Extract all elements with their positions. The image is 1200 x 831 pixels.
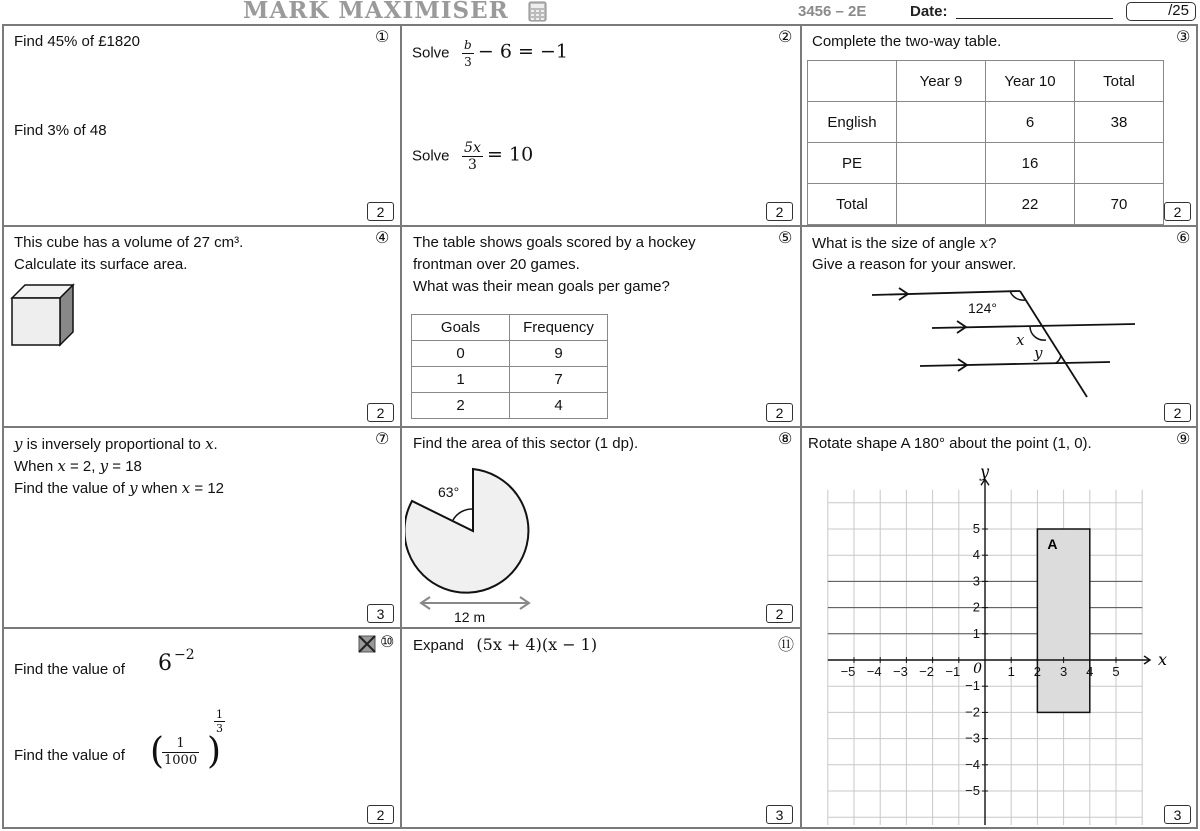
q6-line2: Give a reason for your answer. bbox=[812, 256, 1017, 273]
q9-number: ⑨ bbox=[1176, 429, 1191, 448]
q7-text: When bbox=[14, 458, 58, 475]
q7-var-x: x bbox=[181, 479, 191, 497]
table-row bbox=[412, 393, 608, 419]
q6-line1-text: What is the size of angle bbox=[812, 235, 980, 252]
q10-exp-fraction bbox=[214, 708, 225, 735]
q4-marks: 2 bbox=[367, 403, 394, 422]
q10-line2: Find the value of bbox=[14, 747, 125, 764]
q7-text: Find the value of bbox=[14, 480, 130, 497]
q7-var-y: y bbox=[129, 479, 138, 497]
origin-label: 0 bbox=[973, 661, 982, 677]
table-cell: 1 bbox=[412, 367, 510, 393]
q2-marks: 2 bbox=[766, 202, 793, 221]
q8-number: ⑧ bbox=[778, 429, 793, 448]
q6-number: ⑥ bbox=[1176, 228, 1191, 247]
q4-number: ④ bbox=[375, 228, 390, 247]
table-answer-cell[interactable] bbox=[897, 102, 986, 143]
brand-title: MARK MAXIMISER bbox=[243, 0, 509, 24]
x-tick-label: −3 bbox=[892, 664, 908, 679]
date-field[interactable] bbox=[956, 18, 1113, 19]
q6-line1-var: x bbox=[979, 234, 989, 252]
table-cell: 0 bbox=[412, 341, 510, 367]
q8-length-label: 12 m bbox=[454, 609, 486, 625]
x-tick-label: −5 bbox=[840, 664, 856, 679]
table-cell: Frequency bbox=[510, 315, 608, 341]
q7-text: = 2, bbox=[65, 458, 100, 475]
q4-line2: Calculate its surface area. bbox=[14, 256, 188, 273]
q1-line1: Find 45% of £1820 bbox=[14, 33, 140, 50]
q3-marks: 2 bbox=[1164, 202, 1191, 221]
table-answer-cell[interactable] bbox=[897, 184, 986, 225]
q10-number: ⑩ bbox=[380, 632, 395, 651]
table-cell: Total bbox=[1075, 61, 1164, 102]
header bbox=[0, 0, 1200, 24]
q2-equation-2 bbox=[412, 140, 533, 173]
table-row bbox=[808, 61, 1164, 102]
q5-marks: 2 bbox=[766, 403, 793, 422]
q1-line2: Find 3% of 48 bbox=[14, 122, 107, 139]
table-cell: Year 10 bbox=[986, 61, 1075, 102]
two-way-table bbox=[807, 60, 1164, 225]
table-cell: 70 bbox=[1075, 184, 1164, 225]
q2-solve-label: Solve bbox=[412, 44, 450, 62]
x-axis-label: x bbox=[1158, 650, 1168, 669]
q11-number: ⑪ bbox=[778, 635, 795, 654]
x-tick-label: −4 bbox=[866, 664, 882, 679]
q2-eq1-numerator: b bbox=[464, 38, 472, 52]
table-row bbox=[808, 184, 1164, 225]
table-cell: 38 bbox=[1075, 102, 1164, 143]
q1-number: ① bbox=[375, 27, 390, 46]
q10-exp-numerator: 1 bbox=[216, 708, 223, 721]
q6-line1 bbox=[812, 232, 996, 255]
table-cell: 22 bbox=[986, 184, 1075, 225]
q7-text: when bbox=[137, 480, 182, 497]
q5-line3: What was their mean goals per game? bbox=[413, 278, 670, 295]
divider bbox=[2, 426, 1198, 428]
y-tick-label: −3 bbox=[965, 730, 980, 746]
q8-marks: 2 bbox=[766, 604, 793, 623]
coordinate-grid[interactable] bbox=[805, 460, 1185, 825]
no-calculator-icon bbox=[357, 635, 377, 653]
q7-line1 bbox=[14, 433, 218, 456]
table-row bbox=[808, 143, 1164, 184]
table-row bbox=[412, 315, 608, 341]
q2-eq2-denominator: 3 bbox=[467, 157, 477, 173]
q10-exponent: −2 bbox=[174, 647, 195, 663]
table-cell: 6 bbox=[986, 102, 1075, 143]
q7-text: = 18 bbox=[108, 458, 142, 475]
table-answer-cell[interactable] bbox=[897, 143, 986, 184]
y-tick-label: 1 bbox=[972, 625, 980, 641]
x-tick-label: 5 bbox=[1112, 664, 1120, 679]
q10-base: 6 bbox=[158, 651, 172, 676]
date-label: Date: bbox=[910, 3, 948, 20]
shape-a-label: A bbox=[1047, 536, 1058, 552]
q10-marks: 2 bbox=[367, 805, 394, 824]
table-row bbox=[412, 341, 608, 367]
table-cell bbox=[808, 61, 897, 102]
y-tick-label: 3 bbox=[972, 573, 980, 589]
q9-prompt: Rotate shape A 180° about the point (1, 0). bbox=[808, 435, 1092, 452]
q10-frac-denominator: 1000 bbox=[164, 753, 198, 768]
q5-number: ⑤ bbox=[778, 228, 793, 247]
y-tick-label: −1 bbox=[965, 678, 980, 694]
table-cell: Goals bbox=[412, 315, 510, 341]
q3-number: ③ bbox=[1176, 27, 1191, 46]
x-tick-label: 2 bbox=[1033, 664, 1042, 679]
x-tick-label: −2 bbox=[919, 664, 935, 679]
table-cell: 9 bbox=[510, 341, 608, 367]
sector-diagram bbox=[405, 465, 545, 625]
table-answer-cell[interactable] bbox=[1075, 143, 1164, 184]
y-tick-label: −4 bbox=[965, 756, 980, 772]
y-tick-label: 4 bbox=[972, 547, 980, 563]
q7-var-y: y bbox=[99, 457, 109, 475]
table-row bbox=[412, 367, 608, 393]
y-tick-label: −5 bbox=[965, 783, 980, 798]
divider bbox=[2, 627, 800, 629]
x-tick-label: 4 bbox=[1086, 664, 1094, 679]
parallel-lines-diagram bbox=[862, 280, 1142, 405]
calculator-icon bbox=[528, 1, 547, 22]
q10-paren-close: ) bbox=[207, 731, 222, 772]
q2-eq2-rest: = 10 bbox=[487, 143, 534, 166]
q2-eq1-denominator: 3 bbox=[464, 55, 472, 69]
q11-expression: (5x + 4)(x − 1) bbox=[476, 635, 598, 654]
y-axis-label: y bbox=[980, 462, 990, 482]
table-cell: Year 9 bbox=[897, 61, 986, 102]
q7-var-x: x bbox=[57, 457, 66, 475]
q7-var-x: x bbox=[205, 435, 214, 453]
table-cell: English bbox=[808, 102, 897, 143]
table-cell: 4 bbox=[510, 393, 608, 419]
q7-line2 bbox=[14, 455, 142, 478]
q7-marks: 3 bbox=[367, 604, 394, 623]
table-cell: 16 bbox=[986, 143, 1075, 184]
divider bbox=[2, 225, 1198, 227]
q10-paren-open: ( bbox=[150, 731, 165, 772]
worksheet-code: 3456 – 2E bbox=[798, 3, 867, 20]
q7-var-y: y bbox=[14, 435, 23, 453]
table-cell: PE bbox=[808, 143, 897, 184]
q7-end: . bbox=[213, 436, 218, 453]
table-cell: 2 bbox=[412, 393, 510, 419]
q10-line1: Find the value of bbox=[14, 661, 125, 678]
y-tick-label: 5 bbox=[972, 521, 980, 536]
q1-marks: 2 bbox=[367, 202, 394, 221]
q11-prompt: Expand bbox=[413, 637, 464, 654]
q10-exp-denominator: 3 bbox=[216, 722, 223, 735]
x-tick-label: 1 bbox=[1007, 664, 1015, 679]
x-tick-label: 3 bbox=[1059, 664, 1068, 679]
y-tick-label: 2 bbox=[972, 599, 980, 615]
q8-prompt: Find the area of this sector (1 dp). bbox=[413, 435, 639, 452]
shape-a bbox=[1037, 529, 1089, 712]
q7-number: ⑦ bbox=[375, 429, 390, 448]
table-cell: Total bbox=[808, 184, 897, 225]
q11-line bbox=[413, 634, 597, 657]
q6-x-label: x bbox=[1016, 331, 1025, 349]
table-row bbox=[808, 102, 1164, 143]
q2-equation-1 bbox=[412, 37, 568, 70]
q5-line1: The table shows goals scored by a hockey bbox=[413, 234, 696, 251]
q7-text: is inversely proportional to bbox=[22, 436, 206, 453]
q10-frac-numerator: 1 bbox=[162, 736, 199, 753]
q5-line2: frontman over 20 games. bbox=[413, 256, 580, 273]
q2-solve-label-2: Solve bbox=[412, 147, 450, 165]
score-box[interactable]: /25 bbox=[1126, 2, 1196, 21]
q6-angle-label: 124° bbox=[968, 300, 997, 316]
goals-frequency-table bbox=[411, 314, 608, 419]
q8-angle-label: 63° bbox=[438, 484, 460, 500]
q11-marks: 3 bbox=[766, 805, 793, 824]
q9-marks: 3 bbox=[1164, 805, 1191, 824]
cube-diagram bbox=[10, 282, 76, 348]
q4-line1: This cube has a volume of 27 cm³. bbox=[14, 234, 244, 251]
q7-line3 bbox=[14, 477, 224, 500]
x-tick-label: −1 bbox=[945, 664, 961, 679]
q6-y-label: y bbox=[1034, 344, 1043, 362]
q6-marks: 2 bbox=[1164, 403, 1191, 422]
q3-prompt: Complete the two-way table. bbox=[812, 33, 1002, 50]
table-cell: 7 bbox=[510, 367, 608, 393]
q6-line1-end: ? bbox=[988, 235, 997, 252]
q7-text: = 12 bbox=[190, 480, 225, 497]
q10-fraction bbox=[162, 736, 199, 769]
y-tick-label: −2 bbox=[965, 704, 980, 720]
q2-eq1-rest: − 6 = −1 bbox=[477, 40, 568, 63]
q2-eq2-numerator: 5x bbox=[464, 140, 481, 156]
q2-number: ② bbox=[778, 27, 793, 46]
